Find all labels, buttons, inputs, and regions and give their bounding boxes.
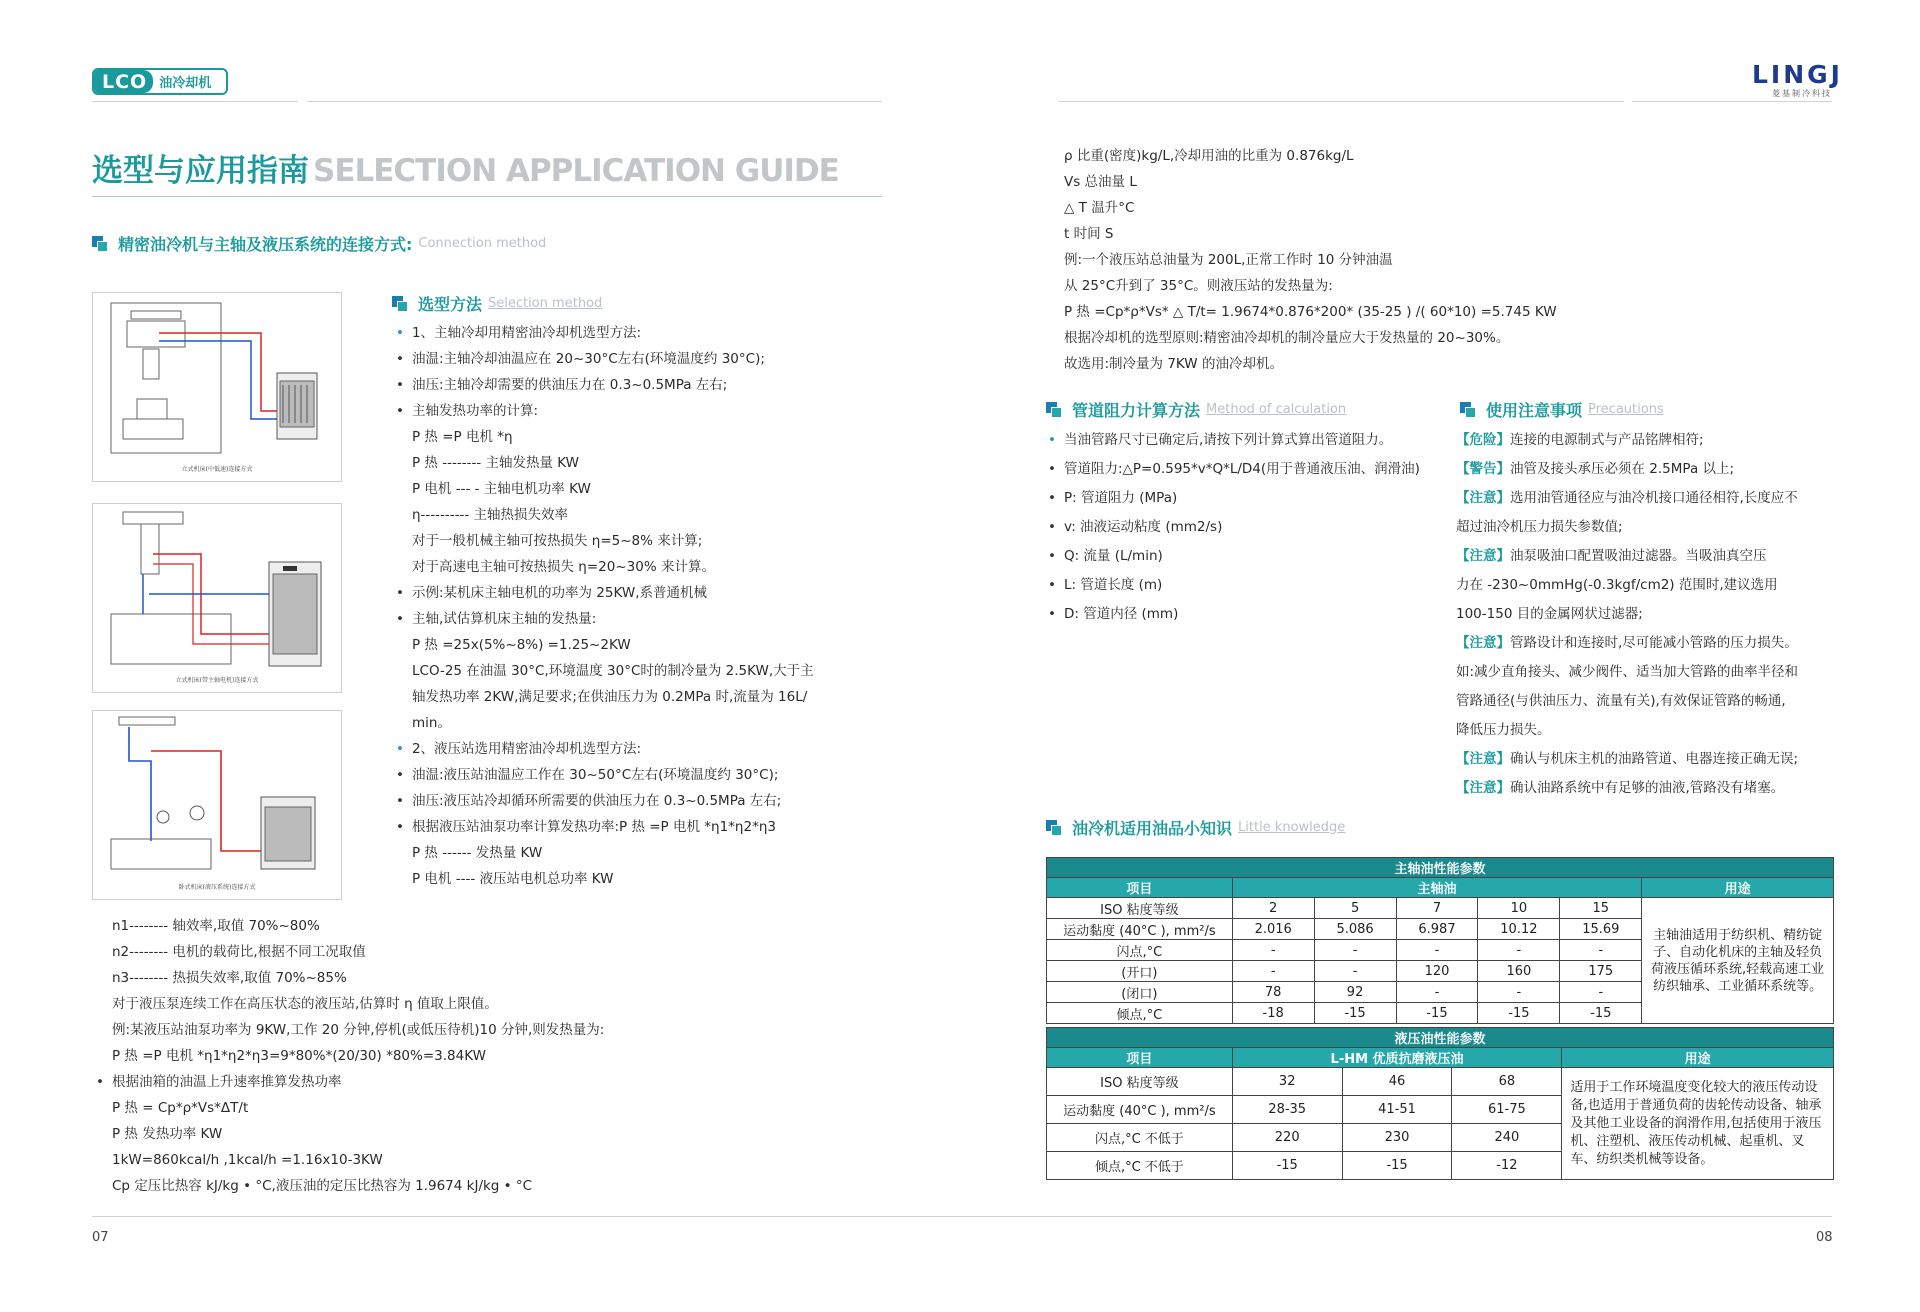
text-value: 220 <box>1232 1124 1342 1152</box>
precaution-line <box>1456 426 1798 455</box>
footer-rule <box>92 1216 1832 1217</box>
text-value: 选用油管通径应与油冷机接口通径相符,长度应不 <box>1510 490 1798 506</box>
text-value: P 热 =P 电机 *η1*η2*η3=9*80%*(20/30) *80%=3.84KW <box>112 1048 486 1064</box>
text-value: - <box>1478 940 1560 961</box>
precaution-line <box>1456 716 1798 745</box>
text-value: -18 <box>1232 1003 1314 1024</box>
precaution-line <box>1456 571 1798 600</box>
text-value: -12 <box>1452 1152 1562 1180</box>
formula-line: • 根据油箱的油温上升速率推算发热功率 <box>96 1074 342 1090</box>
text-value: P 热 ------ 发热量 KW <box>412 845 543 861</box>
text-value: 例:一个液压站总油量为 200L,正常工作时 10 分钟油温 <box>1064 252 1393 268</box>
text-value: - <box>1560 940 1642 961</box>
text-value: 降低压力损失。 <box>1456 722 1551 738</box>
table-row <box>1047 1068 1834 1096</box>
text-value: Q: 流量 (L/min) <box>1063 548 1163 564</box>
text-value: 6.987 <box>1396 919 1478 940</box>
text-value: 2 <box>1232 898 1314 919</box>
text-value: 倾点,°C 不低于 <box>1047 1152 1233 1180</box>
brand-logo <box>1752 60 1843 102</box>
text-value: 力在 -230~0mmHg(-0.3kgf/cm2) 范围时,建议选用 <box>1456 577 1778 593</box>
text-value: 68 <box>1452 1068 1562 1096</box>
text-value: 15 <box>1560 898 1642 919</box>
header-rule-left <box>92 101 298 102</box>
knowledge-heading <box>1046 816 1345 839</box>
text-value: - <box>1314 961 1396 982</box>
formula-left-text <box>96 913 604 1199</box>
selection-line <box>396 710 814 736</box>
text-value: 例:某液压站油泵功率为 9KW,工作 20 分钟,停机(或低压待机)10 分钟,则发热量为: <box>112 1022 605 1038</box>
selection-heading <box>392 292 602 315</box>
pipe-text <box>1048 426 1420 629</box>
precaution-line <box>1456 774 1798 803</box>
text-value: Cp 定压比热容 kJ/kg • °C,液压油的定压比热容为 1.9674 kJ/kg • °C <box>112 1178 533 1194</box>
section-square-icon <box>92 236 108 252</box>
formula-line <box>96 1043 604 1069</box>
text-value: 油温:主轴冷却油温应在 20~30°C左右(环境温度约 30°C); <box>411 351 765 367</box>
text-value: P 热 = Cp*ρ*Vs*ΔT/t <box>112 1100 249 1116</box>
text-value: -15 <box>1314 1003 1396 1024</box>
text-value: L: 管道长度 (m) <box>1063 577 1163 593</box>
pipe-line: • 管道阻力:△P=0.595*v*Q*L/D4(用于普通液压油、润滑油) <box>1048 461 1420 477</box>
text-value: 1、主轴冷却用精密油冷却机选型方法: <box>411 325 642 341</box>
text-value: -15 <box>1232 1152 1342 1180</box>
precaution-line <box>1456 629 1798 658</box>
text-value: η---------- 主轴热损失效率 <box>412 507 569 523</box>
formula-line <box>96 1017 604 1043</box>
text-value: 78 <box>1232 982 1314 1003</box>
text-value: 10 <box>1478 898 1560 919</box>
text-value: 100-150 目的金属网状过滤器; <box>1456 606 1643 622</box>
text-value: 油泵吸油口配置吸油过滤器。当吸油真空压 <box>1510 548 1767 564</box>
spindle-header-item: 项目 <box>1047 878 1233 898</box>
text-value: 根据冷却机的选型原则:精密油冷却机的制冷量应大于发热量的 20~30%。 <box>1064 330 1510 346</box>
badge-subtitle: 油冷却机 <box>159 76 212 91</box>
formula-line <box>96 913 604 939</box>
pipe-line: • Q: 流量 (L/min) <box>1048 548 1163 564</box>
selection-line: • 1、主轴冷却用精密油冷却机选型方法: <box>396 325 642 341</box>
hydraulic-header-item: 项目 <box>1047 1048 1233 1068</box>
formula-line <box>96 965 604 991</box>
hydraulic-table-caption: 液压油性能参数 <box>1047 1028 1834 1048</box>
text-value: 油压:液压站冷却循环所需要的供油压力在 0.3~0.5MPa 左右; <box>411 793 782 809</box>
text-value: 当油管路尺寸已确定后,请按下列计算式算出管道阻力。 <box>1063 432 1393 448</box>
pipe-title-en: Method of calculation <box>1206 402 1347 417</box>
selection-line: • 油压:液压站冷却循环所需要的供油压力在 0.3~0.5MPa 左右; <box>396 793 782 809</box>
text-value: 运动黏度 (40°C ), mm²/s <box>1047 1096 1233 1124</box>
formula-line <box>1064 325 1557 351</box>
formula-line <box>96 1147 604 1173</box>
section-square-icon <box>1046 820 1062 836</box>
text-value: 对于一般机械主轴可按热损失 η=5~8% 来计算; <box>412 533 703 549</box>
text-value: 175 <box>1560 961 1642 982</box>
formula-line <box>96 939 604 965</box>
formula-line <box>96 1173 604 1199</box>
pipe-title: 管道阻力计算方法 <box>1072 401 1201 420</box>
text-value: P 热 发热功率 KW <box>112 1126 223 1142</box>
text-value: min。 <box>412 715 451 731</box>
connection-heading <box>92 232 546 255</box>
section-square-icon <box>1046 402 1062 418</box>
text-value: - <box>1478 982 1560 1003</box>
selection-line: • 油温:液压站油温应工作在 30~50°C左右(环境温度约 30°C); <box>396 767 779 783</box>
page-number-left: 07 <box>92 1230 109 1245</box>
text-value: 对于液压泵连续工作在高压状态的液压站,估算时 η 值取上限值。 <box>112 996 498 1012</box>
page-title <box>92 145 839 190</box>
precaution-line <box>1456 484 1798 513</box>
text-value: 92 <box>1314 982 1396 1003</box>
text-value: -15 <box>1342 1152 1452 1180</box>
text-value: 确认油路系统中有足够的油液,管路没有堵塞。 <box>1510 780 1785 796</box>
text-value: - <box>1396 940 1478 961</box>
text-value: ISO 粘度等级 <box>1047 898 1233 919</box>
spindle-use-cell: 主轴油适用于纺织机、精纺锭子、自动化机床的主轴及轻负荷液压循环系统,轻载高速工业纺织轴承、工业循环系统等。 <box>1642 898 1834 1024</box>
text-value: 41-51 <box>1342 1096 1452 1124</box>
text-value: LCO-25 在油温 30°C,环境温度 30°C时的制冷量为 2.5KW,大于主 <box>412 663 814 679</box>
hydraulic-oil-table <box>1046 1027 1834 1180</box>
formula-line <box>1064 247 1557 273</box>
text-value: 2.016 <box>1232 919 1314 940</box>
text-value: 管路通径(与供油压力、流量有关),有效保证管路的畅通, <box>1456 693 1786 709</box>
text-value: P 电机 --- - 主轴电机功率 KW <box>412 481 591 497</box>
text-value: 【警告】 <box>1456 461 1510 477</box>
diagram-motor-connection <box>92 503 342 693</box>
hydraulic-header-use: 用途 <box>1562 1048 1834 1068</box>
diagram-spindle-svg <box>93 293 341 481</box>
precaution-line <box>1456 687 1798 716</box>
text-value: 示例:某机床主轴电机的功率为 25KW,系普通机械 <box>411 585 707 601</box>
text-value: 管道阻力:△P=0.595*v*Q*L/D4(用于普通液压油、润滑油) <box>1063 461 1420 477</box>
formula-line <box>96 1095 604 1121</box>
text-value: 油管及接头承压必须在 2.5MPa 以上; <box>1510 461 1735 477</box>
formula-line <box>96 1121 604 1147</box>
text-value: Vs 总油量 L <box>1064 174 1137 190</box>
precaution-line <box>1456 745 1798 774</box>
precautions-title: 使用注意事项 <box>1486 401 1583 420</box>
text-value: P 热 -------- 主轴发热量 KW <box>412 455 579 471</box>
diagram-hydraulic-svg <box>93 711 341 899</box>
hydraulic-header-group: L-HM 优质抗磨液压油 <box>1232 1048 1562 1068</box>
text-value: 运动黏度 (40°C ), mm²/s <box>1047 919 1233 940</box>
text-value: 10.12 <box>1478 919 1560 940</box>
text-value: n3-------- 热损失效率,取值 70%~85% <box>112 970 347 986</box>
text-value: ρ 比重(密度)kg/L,冷却用油的比重为 0.876kg/L <box>1064 148 1354 164</box>
pipe-line: • v: 油液运动粘度 (mm2/s) <box>1048 519 1223 535</box>
page-number-right: 08 <box>1816 1230 1833 1245</box>
hydraulic-use-cell: 适用于工作环境温度变化较大的液压传动设备,也适用于普通负荷的齿轮传动设备、轴承及其他工业设备的润滑作用,包括使用于液压机、注塑机、液压传动机械、起重机、叉车、纺织类机械等设备。 <box>1562 1068 1834 1180</box>
text-value: 连接的电源制式与产品铭牌相符; <box>1510 432 1704 448</box>
text-value: P 热 =25x(5%~8%) =1.25~2KW <box>412 637 631 653</box>
text-value: - <box>1314 940 1396 961</box>
text-value: n2-------- 电机的载荷比,根据不同工况取值 <box>112 944 366 960</box>
diagram2-caption: 立式机床(带主轴电机)连接方式 <box>175 677 259 684</box>
selection-line: • 主轴发热功率的计算: <box>396 403 539 419</box>
text-value: 【注意】 <box>1456 751 1510 767</box>
selection-line <box>396 528 814 554</box>
selection-line <box>396 866 814 892</box>
text-value: 120 <box>1396 961 1478 982</box>
selection-line <box>396 684 814 710</box>
selection-line: • 油温:主轴冷却油温应在 20~30°C左右(环境温度约 30°C); <box>396 351 765 367</box>
selection-line <box>396 840 814 866</box>
spindle-table-caption: 主轴油性能参数 <box>1047 858 1834 878</box>
text-value: - <box>1396 982 1478 1003</box>
precaution-line <box>1456 542 1798 571</box>
precaution-line <box>1456 658 1798 687</box>
section-square-icon <box>1460 402 1476 418</box>
text-value: 【注意】 <box>1456 635 1510 651</box>
text-value: 1kW=860kcal/h ,1kcal/h =1.16x10-3KW <box>112 1152 383 1168</box>
page-title-en: SELECTION APPLICATION GUIDE <box>313 153 839 189</box>
selection-line <box>396 658 814 684</box>
selection-line: • 根据液压站油泵功率计算发热功率:P 热 =P 电机 *η1*η2*η3 <box>396 819 776 835</box>
precaution-line <box>1456 513 1798 542</box>
text-value: 【危险】 <box>1456 432 1510 448</box>
selection-line <box>396 476 814 502</box>
text-value: 根据液压站油泵功率计算发热功率:P 热 =P 电机 *η1*η2*η3 <box>411 819 776 835</box>
pipe-line: • D: 管道内径 (mm) <box>1048 606 1179 622</box>
badge-code: LCO <box>94 70 153 93</box>
connection-title: 精密油冷机与主轴及液压系统的连接方式: <box>118 235 413 254</box>
text-value: 轴发热功率 2KW,满足要求;在供油压力为 0.2MPa 时,流量为 16L/ <box>412 689 808 705</box>
text-value: 【注意】 <box>1456 490 1510 506</box>
text-value: n1-------- 轴效率,取值 70%~80% <box>112 918 320 934</box>
spindle-header-use: 用途 <box>1642 878 1834 898</box>
text-value: 油温:液压站油温应工作在 30~50°C左右(环境温度约 30°C); <box>411 767 779 783</box>
text-value: 15.69 <box>1560 919 1642 940</box>
precautions-text <box>1456 426 1798 803</box>
formula-line <box>1064 143 1557 169</box>
knowledge-title-en: Little knowledge <box>1238 820 1346 835</box>
selection-line <box>396 450 814 476</box>
diagram3-caption: 卧式机床(液压系统)连接方式 <box>178 884 256 891</box>
formula-line <box>1064 221 1557 247</box>
selection-line: • 2、液压站选用精密油冷却机选型方法: <box>396 741 642 757</box>
formula-line <box>1064 273 1557 299</box>
text-value: 超过油冷机压力损失参数值; <box>1456 519 1623 535</box>
text-value: 闪点,°C <box>1047 940 1233 961</box>
formula-line <box>1064 195 1557 221</box>
diagram-spindle-connection <box>92 292 342 482</box>
precautions-title-en: Precautions <box>1588 402 1664 417</box>
text-value: 闪点,°C 不低于 <box>1047 1124 1233 1152</box>
text-value: 160 <box>1478 961 1560 982</box>
text-value: 【注意】 <box>1456 780 1510 796</box>
page-title-zh: 选型与应用指南 <box>92 153 309 189</box>
precautions-heading <box>1460 398 1664 421</box>
text-value: 主轴,试估算机床主轴的发热量: <box>411 611 597 627</box>
text-value: 230 <box>1342 1124 1452 1152</box>
text-value: 对于高速电主轴可按热损失 η=20~30% 来计算。 <box>412 559 715 575</box>
text-value: 32 <box>1232 1068 1342 1096</box>
header-rule-mid <box>307 101 882 102</box>
selection-line <box>396 632 814 658</box>
precaution-line <box>1456 455 1798 484</box>
product-badge <box>92 68 228 95</box>
text-value: 故选用:制冷量为 7KW 的油冷却机。 <box>1064 356 1283 372</box>
text-value: 油压:主轴冷却需要的供油压力在 0.3~0.5MPa 左右; <box>411 377 728 393</box>
diagram-motor-svg <box>93 504 341 692</box>
text-value: 2、液压站选用精密油冷却机选型方法: <box>411 741 642 757</box>
text-value: 61-75 <box>1452 1096 1562 1124</box>
section-square-icon <box>392 296 408 312</box>
text-value: 28-35 <box>1232 1096 1342 1124</box>
text-value: v: 油液运动粘度 (mm2/s) <box>1063 519 1223 535</box>
text-value: (开口) <box>1047 961 1233 982</box>
selection-title-en: Selection method <box>488 296 603 311</box>
logo-subtitle: 菱基制冷科技 <box>1772 89 1832 98</box>
header-rule-right1 <box>1058 101 1624 102</box>
selection-title: 选型方法 <box>418 295 483 314</box>
diagram-hydraulic-connection <box>92 710 342 900</box>
text-value: 7 <box>1396 898 1478 919</box>
text-value: -15 <box>1478 1003 1560 1024</box>
text-value: -15 <box>1396 1003 1478 1024</box>
text-value: - <box>1560 982 1642 1003</box>
formula-line <box>1064 351 1557 377</box>
selection-line: • 主轴,试估算机床主轴的发热量: <box>396 611 597 627</box>
text-value: 主轴发热功率的计算: <box>411 403 539 419</box>
text-value: 从 25°C升到了 35°C。则液压站的发热量为: <box>1064 278 1333 294</box>
text-value: 46 <box>1342 1068 1452 1096</box>
title-rule <box>92 196 882 197</box>
text-value: ISO 粘度等级 <box>1047 1068 1233 1096</box>
pipe-line: • L: 管道长度 (m) <box>1048 577 1163 593</box>
text-value: 倾点,°C <box>1047 1003 1233 1024</box>
spindle-header-group: 主轴油 <box>1232 878 1642 898</box>
text-value: P 热 =Cp*ρ*Vs* △ T/t= 1.9674*0.876*200* (35-25 ) /( 60*10) =5.745 KW <box>1064 304 1557 320</box>
text-value: P 电机 ---- 液压站电机总功率 KW <box>412 871 614 887</box>
formula-line <box>96 991 604 1017</box>
formula-line <box>1064 169 1557 195</box>
connection-title-en: Connection method <box>418 236 547 251</box>
selection-line <box>396 424 814 450</box>
text-value: 根据油箱的油温上升速率推算发热功率 <box>111 1074 342 1090</box>
text-value: - <box>1232 961 1314 982</box>
selection-line: • 示例:某机床主轴电机的功率为 25KW,系普通机械 <box>396 585 707 601</box>
text-value: 如:减少直角接头、减少阀件、适当加大管路的曲率半径和 <box>1456 664 1799 680</box>
pipe-line: • P: 管道阻力 (MPa) <box>1048 490 1178 506</box>
selection-line <box>396 554 814 580</box>
table-row <box>1047 898 1834 919</box>
precaution-line <box>1456 600 1798 629</box>
formula-right-text <box>1064 143 1557 377</box>
text-value: 240 <box>1452 1124 1562 1152</box>
text-value: - <box>1232 940 1314 961</box>
text-value: 5.086 <box>1314 919 1396 940</box>
formula-line <box>1064 299 1557 325</box>
text-value: 5 <box>1314 898 1396 919</box>
text-value: 管路设计和连接时,尽可能减小管路的压力损失。 <box>1510 635 1798 651</box>
knowledge-title: 油冷机适用油品小知识 <box>1072 819 1233 838</box>
diagram1-caption: 立式机床(中低速)连接方式 <box>181 466 253 473</box>
text-value: 【注意】 <box>1456 548 1510 564</box>
logo-text: LINGJ <box>1752 60 1843 89</box>
pipe-heading <box>1046 398 1346 421</box>
text-value: 确认与机床主机的油路管道、电器连接正确无误; <box>1510 751 1799 767</box>
text-value: P: 管道阻力 (MPa) <box>1063 490 1178 506</box>
selection-text <box>396 320 814 892</box>
text-value: △ T 温升°C <box>1064 200 1135 216</box>
selection-line: • 油压:主轴冷却需要的供油压力在 0.3~0.5MPa 左右; <box>396 377 728 393</box>
spindle-oil-table <box>1046 857 1834 1024</box>
text-value: (闭口) <box>1047 982 1233 1003</box>
selection-line <box>396 502 814 528</box>
text-value: -15 <box>1560 1003 1642 1024</box>
text-value: t 时间 S <box>1064 226 1114 242</box>
text-value: P 热 =P 电机 *η <box>412 429 513 445</box>
pipe-line: • 当油管路尺寸已确定后,请按下列计算式算出管道阻力。 <box>1048 432 1393 448</box>
text-value: D: 管道内径 (mm) <box>1063 606 1179 622</box>
